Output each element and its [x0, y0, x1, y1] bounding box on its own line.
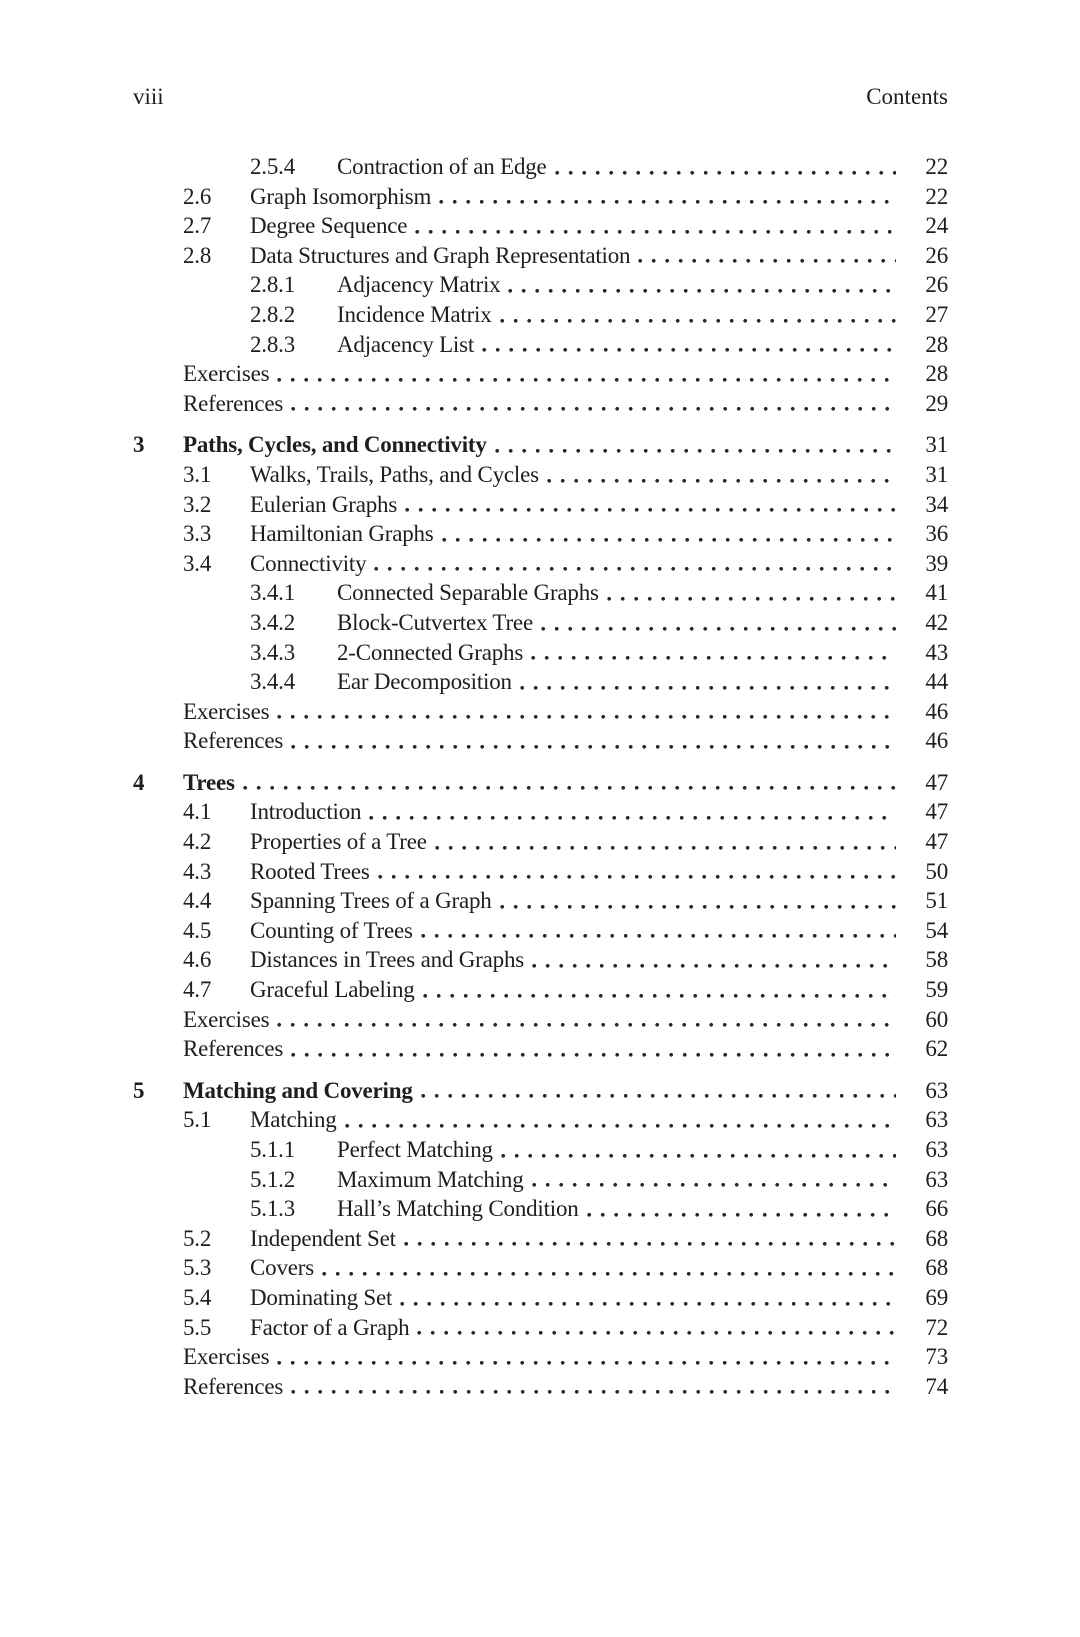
dot-leader [243, 785, 896, 791]
toc-entry-title: 2-Connected Graphs [337, 639, 524, 665]
toc-entry-title: Ear Decomposition [337, 669, 512, 695]
toc-entry-page: 28 [925, 331, 948, 357]
dot-leader [541, 626, 896, 632]
toc-row [133, 857, 948, 887]
toc-entry-page: 62 [925, 1036, 948, 1062]
toc-entry-page: 63 [925, 1137, 948, 1162]
toc-row [133, 797, 948, 827]
toc-row [133, 490, 948, 520]
toc-entry-number: 2.8.1 [250, 272, 296, 298]
dot-leader [417, 1330, 896, 1336]
toc-entry-page: 22 [925, 154, 948, 179]
toc-entry-number: 5.5 [183, 1314, 212, 1340]
toc-row [133, 726, 948, 756]
toc-row [133, 1135, 948, 1165]
toc-block [133, 768, 948, 1064]
toc-entry-title: Contraction of an Edge [337, 154, 547, 179]
dot-leader [277, 377, 896, 383]
toc-entry-title: Factor of a Graph [250, 1314, 410, 1340]
toc-entry-page: 63 [925, 1077, 948, 1103]
toc-entry-page: 59 [925, 977, 948, 1003]
toc-row [133, 886, 948, 916]
toc-entry-page: 22 [925, 183, 948, 209]
dot-leader [291, 406, 896, 412]
toc-entry-title: Distances in Trees and Graphs [250, 947, 524, 973]
toc-entry-number: 4.5 [183, 917, 212, 943]
toc-entry-title: Dominating Set [250, 1284, 393, 1310]
toc-row [133, 270, 948, 300]
toc-entry-title: Walks, Trails, Paths, and Cycles [250, 461, 539, 487]
toc-entry-title: Properties of a Tree [250, 829, 427, 855]
toc-entry-page: 31 [925, 461, 948, 487]
toc-entry-page: 28 [925, 361, 948, 387]
toc-entry-page: 41 [925, 580, 948, 606]
toc-entry-number: 3.4 [183, 550, 212, 576]
dot-leader [435, 845, 896, 851]
dot-leader [415, 229, 896, 235]
toc-entry-title: References [183, 1036, 284, 1062]
toc-row [133, 1253, 948, 1283]
toc-entry-title: Independent Set [250, 1225, 396, 1251]
toc-row [133, 430, 948, 460]
toc-entry-title: Adjacency List [337, 331, 475, 357]
toc-entry-number: 2.5.4 [250, 154, 296, 179]
toc-row [133, 1076, 948, 1106]
toc-block [133, 430, 948, 756]
toc-row [133, 300, 948, 330]
toc-entry-number: 4.3 [183, 858, 212, 884]
toc-entry-number: 2.8.3 [250, 331, 296, 357]
toc-entry-title: Paths, Cycles, and Connectivity [183, 432, 487, 458]
dot-leader [404, 1241, 896, 1247]
toc-entry-number: 3 [133, 432, 145, 458]
toc-row [133, 1313, 948, 1343]
toc-entry-title: Adjacency Matrix [337, 272, 501, 298]
dot-leader [531, 655, 896, 661]
toc-entry-page: 60 [925, 1006, 948, 1032]
toc-entry-title: Maximum Matching [337, 1166, 524, 1192]
toc-entry-number: 4.7 [183, 977, 212, 1003]
toc-row [133, 330, 948, 360]
toc-row [133, 768, 948, 798]
toc-entry-number: 5.3 [183, 1255, 212, 1281]
dot-leader [607, 596, 896, 602]
toc-entry-number: 3.1 [183, 461, 212, 487]
toc-entry-title: Exercises [183, 1344, 270, 1370]
toc-entry-number: 5.2 [183, 1225, 212, 1251]
toc-entry-title: Introduction [250, 799, 362, 825]
page-number-roman: viii [133, 84, 164, 109]
toc-entry-title: Graceful Labeling [250, 977, 415, 1003]
toc-entry-number: 5.1.1 [250, 1137, 296, 1162]
toc-row [133, 152, 948, 182]
dot-leader [378, 874, 896, 880]
dot-leader [638, 258, 896, 264]
toc-entry-page: 44 [925, 669, 948, 695]
toc-entry-page: 31 [925, 432, 948, 458]
toc-entry-number: 5.1 [183, 1107, 212, 1133]
toc-entry-page: 63 [925, 1166, 948, 1192]
dot-leader [482, 347, 896, 353]
dot-leader [587, 1212, 896, 1218]
toc-row [133, 1342, 948, 1372]
toc-entry-title: Graph Isomorphism [250, 183, 432, 209]
dot-leader [532, 1182, 896, 1188]
toc-row [133, 549, 948, 579]
toc-entry-number: 3.4.4 [250, 669, 296, 695]
toc-row [133, 1224, 948, 1254]
dot-leader [439, 199, 896, 205]
toc-row [133, 1194, 948, 1224]
dot-leader [495, 448, 896, 454]
toc-entry-number: 3.4.3 [250, 639, 296, 665]
toc [133, 152, 948, 1401]
toc-entry-title: References [183, 728, 284, 754]
toc-entry-number: 3.3 [183, 521, 212, 547]
toc-row [133, 667, 948, 697]
toc-row [133, 827, 948, 857]
dot-leader [500, 904, 896, 910]
dot-leader [322, 1271, 896, 1277]
toc-entry-number: 4.2 [183, 829, 212, 855]
toc-entry-page: 72 [925, 1314, 948, 1340]
toc-entry-title: Exercises [183, 361, 270, 387]
dot-leader [277, 714, 896, 720]
toc-row [133, 945, 948, 975]
toc-entry-title: Hall’s Matching Condition [337, 1196, 579, 1222]
toc-entry-title: Rooted Trees [250, 858, 370, 884]
toc-entry-page: 27 [925, 301, 948, 327]
toc-entry-number: 3.4.2 [250, 609, 296, 635]
toc-row [133, 519, 948, 549]
toc-row [133, 211, 948, 241]
toc-entry-page: 29 [925, 390, 948, 416]
toc-entry-title: References [183, 390, 284, 416]
dot-leader [520, 685, 896, 691]
toc-entry-number: 5.1.2 [250, 1166, 296, 1192]
toc-row [133, 359, 948, 389]
toc-block [133, 152, 948, 418]
dot-leader [442, 537, 896, 543]
toc-row [133, 182, 948, 212]
dot-leader [532, 963, 896, 969]
dot-leader [421, 1093, 896, 1099]
toc-row [133, 578, 948, 608]
toc-entry-page: 36 [925, 521, 948, 547]
toc-row [133, 697, 948, 727]
toc-entry-title: Exercises [183, 698, 270, 724]
toc-entry-title: Incidence Matrix [337, 301, 492, 327]
dot-leader [400, 1301, 896, 1307]
toc-entry-page: 63 [925, 1107, 948, 1133]
toc-entry-title: Perfect Matching [337, 1137, 493, 1162]
toc-entry-number: 5 [133, 1077, 145, 1103]
toc-entry-page: 47 [925, 799, 948, 825]
toc-entry-title: Connected Separable Graphs [337, 580, 599, 606]
toc-entry-page: 46 [925, 728, 948, 754]
toc-entry-number: 5.1.3 [250, 1196, 296, 1222]
toc-entry-title: Counting of Trees [250, 917, 413, 943]
toc-entry-page: 34 [925, 491, 948, 517]
toc-row [133, 460, 948, 490]
toc-entry-page: 51 [925, 888, 948, 914]
dot-leader [423, 993, 896, 999]
dot-leader [345, 1123, 896, 1129]
toc-entry-title: Block-Cutvertex Tree [337, 609, 533, 635]
toc-entry-page: 73 [925, 1344, 948, 1370]
toc-entry-title: Matching [250, 1107, 337, 1133]
toc-entry-page: 39 [925, 550, 948, 576]
toc-row [133, 608, 948, 638]
page-header [133, 84, 948, 110]
dot-leader [277, 1022, 896, 1028]
toc-entry-page: 46 [925, 698, 948, 724]
toc-row [133, 1165, 948, 1195]
dot-leader [501, 1153, 896, 1159]
toc-entry-page: 68 [925, 1225, 948, 1251]
toc-entry-number: 4.4 [183, 888, 212, 914]
dot-leader [369, 815, 896, 821]
toc-entry-number: 3.2 [183, 491, 212, 517]
toc-entry-number: 4.1 [183, 799, 212, 825]
toc-block [133, 1076, 948, 1402]
toc-entry-title: Covers [250, 1255, 314, 1281]
toc-row [133, 1005, 948, 1035]
dot-leader [374, 566, 896, 572]
toc-entry-page: 66 [925, 1196, 948, 1222]
dot-leader [291, 744, 896, 750]
toc-entry-page: 24 [925, 213, 948, 239]
toc-entry-page: 58 [925, 947, 948, 973]
toc-entry-number: 3.4.1 [250, 580, 296, 606]
dot-leader [421, 933, 896, 939]
toc-entry-page: 50 [925, 858, 948, 884]
toc-entry-title: Degree Sequence [250, 213, 408, 239]
toc-entry-page: 47 [925, 829, 948, 855]
toc-entry-page: 47 [925, 769, 948, 795]
toc-entry-title: Spanning Trees of a Graph [250, 888, 492, 914]
dot-leader [277, 1360, 896, 1366]
toc-entry-number: 4.6 [183, 947, 212, 973]
toc-row [133, 389, 948, 419]
toc-entry-title: Exercises [183, 1006, 270, 1032]
toc-row [133, 1372, 948, 1402]
toc-entry-number: 4 [133, 769, 145, 795]
dot-leader [547, 478, 896, 484]
toc-row [133, 916, 948, 946]
toc-entry-title: Connectivity [250, 550, 367, 576]
toc-row [133, 1105, 948, 1135]
toc-row [133, 638, 948, 668]
toc-row [133, 1283, 948, 1313]
toc-entry-page: 68 [925, 1255, 948, 1281]
toc-entry-page: 42 [925, 609, 948, 635]
toc-entry-title: Trees [183, 769, 235, 795]
toc-entry-title: References [183, 1373, 284, 1399]
toc-row [133, 975, 948, 1005]
dot-leader [500, 318, 896, 324]
dot-leader [555, 170, 896, 176]
toc-entry-title: Hamiltonian Graphs [250, 521, 434, 547]
toc-entry-number: 2.7 [183, 213, 212, 239]
toc-entry-title: Eulerian Graphs [250, 491, 398, 517]
toc-entry-page: 26 [925, 272, 948, 298]
dot-leader [291, 1052, 896, 1058]
toc-entry-number: 5.4 [183, 1284, 212, 1310]
dot-leader [508, 288, 896, 294]
toc-entry-page: 43 [925, 639, 948, 665]
toc-entry-number: 2.8 [183, 242, 212, 268]
toc-entry-page: 69 [925, 1284, 948, 1310]
toc-entry-page: 54 [925, 917, 948, 943]
dot-leader [291, 1389, 896, 1395]
toc-entry-page: 26 [925, 242, 948, 268]
dot-leader [405, 507, 896, 513]
toc-entry-number: 2.8.2 [250, 301, 296, 327]
toc-entry-title: Data Structures and Graph Representation [250, 242, 631, 268]
toc-entry-page: 74 [925, 1373, 948, 1399]
toc-row [133, 1034, 948, 1064]
toc-entry-number: 2.6 [183, 183, 212, 209]
toc-entry-title: Matching and Covering [183, 1077, 413, 1103]
running-head-title: Contents [866, 84, 948, 109]
toc-row [133, 241, 948, 271]
